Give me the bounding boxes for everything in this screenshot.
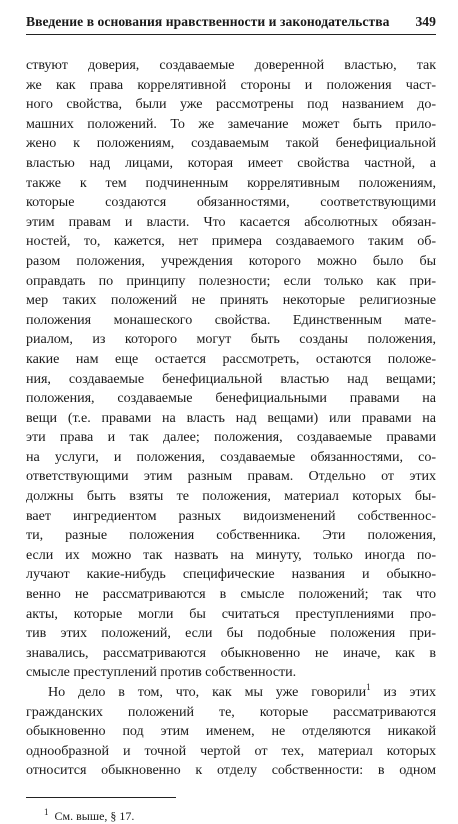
running-head-title: Введение в основания нравственности и законодательства xyxy=(26,14,390,29)
paragraph-line: оправдать по принципу полезности; если только как при- xyxy=(26,272,436,289)
paragraph-line: также к тем подчиненным коррелятивным положениям, xyxy=(26,174,436,191)
line-text: из этих xyxy=(370,684,436,700)
paragraph-line: разом положения, учреждения которого можно было бы xyxy=(26,252,436,269)
paragraph-2 xyxy=(26,683,436,781)
paragraph-line: жено к положениям, создаваемым такой бенефициальной xyxy=(26,135,436,152)
paragraph-line: на услуги, и положения, создаваемые обязанностями, со- xyxy=(26,448,436,465)
paragraph-line: тив этих положений, если бы подобные положения при- xyxy=(26,625,436,642)
paragraph-line: машних положений. То же замечание может быть прило- xyxy=(26,115,436,132)
paragraph-2-rest xyxy=(26,703,436,781)
paragraph-line: лучают какие-нибудь специфические названия и обыкно- xyxy=(26,566,436,583)
paragraph-line: властью над лицами, которая имеет свойства частной, а xyxy=(26,154,436,171)
footnote xyxy=(26,808,436,824)
footnote-ref[interactable]: 1 xyxy=(366,682,371,692)
book-page xyxy=(26,14,436,824)
footnote-rule xyxy=(26,797,176,798)
paragraph-line: вещи (т.е. правами на власть над вещами) или правами на xyxy=(26,409,436,426)
paragraph-line: эти права и так далее; положения, создаваемые правами xyxy=(26,429,436,446)
paragraph-line: мер таких положений не принять некоторые религиозные xyxy=(26,292,436,309)
paragraph-line: относится обыкновенно к отделу собственности: в одном xyxy=(26,762,436,779)
paragraph-line: ответствующими этим разным правам. Отдельно от этих xyxy=(26,468,436,485)
body-text xyxy=(26,56,436,781)
paragraph-line: обыкновенно под этим именем, не отделяются никакой xyxy=(26,723,436,740)
paragraph-line: которые создаются обязанностями, соответствующими xyxy=(26,194,436,211)
paragraph-line: должны быть взяты те положения, материал которых бы- xyxy=(26,488,436,505)
line-text: Но дело в том, что, как мы уже говорили xyxy=(48,684,367,700)
footnote-text: См. выше, § 17. xyxy=(54,808,135,823)
paragraph-line: однообразной и точной чертой от тех, материал которых xyxy=(26,742,436,759)
paragraph-line: гражданских положений те, которые рассматриваются xyxy=(26,703,436,720)
paragraph-line: венно не рассматриваются в смысле положений; так что xyxy=(26,586,436,603)
paragraph-line: какие нам еще остается рассмотреть, остаются положе- xyxy=(26,350,436,367)
page-number: 349 xyxy=(415,14,436,29)
footnote-mark: 1 xyxy=(44,806,49,817)
paragraph-line: ностей, то, кажется, нет примера создаваемого таким об- xyxy=(26,233,436,250)
running-head xyxy=(26,14,436,35)
paragraph-line: если их можно так назвать на минуту, только иногда по- xyxy=(26,546,436,563)
paragraph-line: ти, разные положения собственника. Эти положения, xyxy=(26,527,436,544)
paragraph-line: этим правам и власти. Что касается абсолютных обязан- xyxy=(26,213,436,230)
paragraph-line: вает ингредиентом разных видоизменений собственнос- xyxy=(26,507,436,524)
paragraph-line: положения монашеского свойства. Единственным мате- xyxy=(26,311,436,328)
paragraph-line: смысле преступлений против собственности. xyxy=(26,664,297,681)
paragraph-line: же как права коррелятивной стороны и положения част- xyxy=(26,76,436,93)
paragraph-line: положения, создаваемые бенефициальными правами на xyxy=(26,390,436,407)
paragraph-line: риалом, из которого могут быть созданы положения, xyxy=(26,331,436,348)
paragraph-1 xyxy=(26,56,436,683)
paragraph-line: ния, создаваемые бенефициальной властью над вещами; xyxy=(26,370,436,387)
paragraph-line: ного свойства, были уже рассмотрены под названием до- xyxy=(26,96,436,113)
paragraph-line: акты, которые могли бы считаться преступлениями про- xyxy=(26,605,436,622)
paragraph-line: знавались, рассматриваются обыкновенно не иначе, как в xyxy=(26,644,436,661)
paragraph-line: ствуют доверия, создаваемые доверенной властью, так xyxy=(26,57,436,73)
paragraph-line xyxy=(26,683,436,703)
